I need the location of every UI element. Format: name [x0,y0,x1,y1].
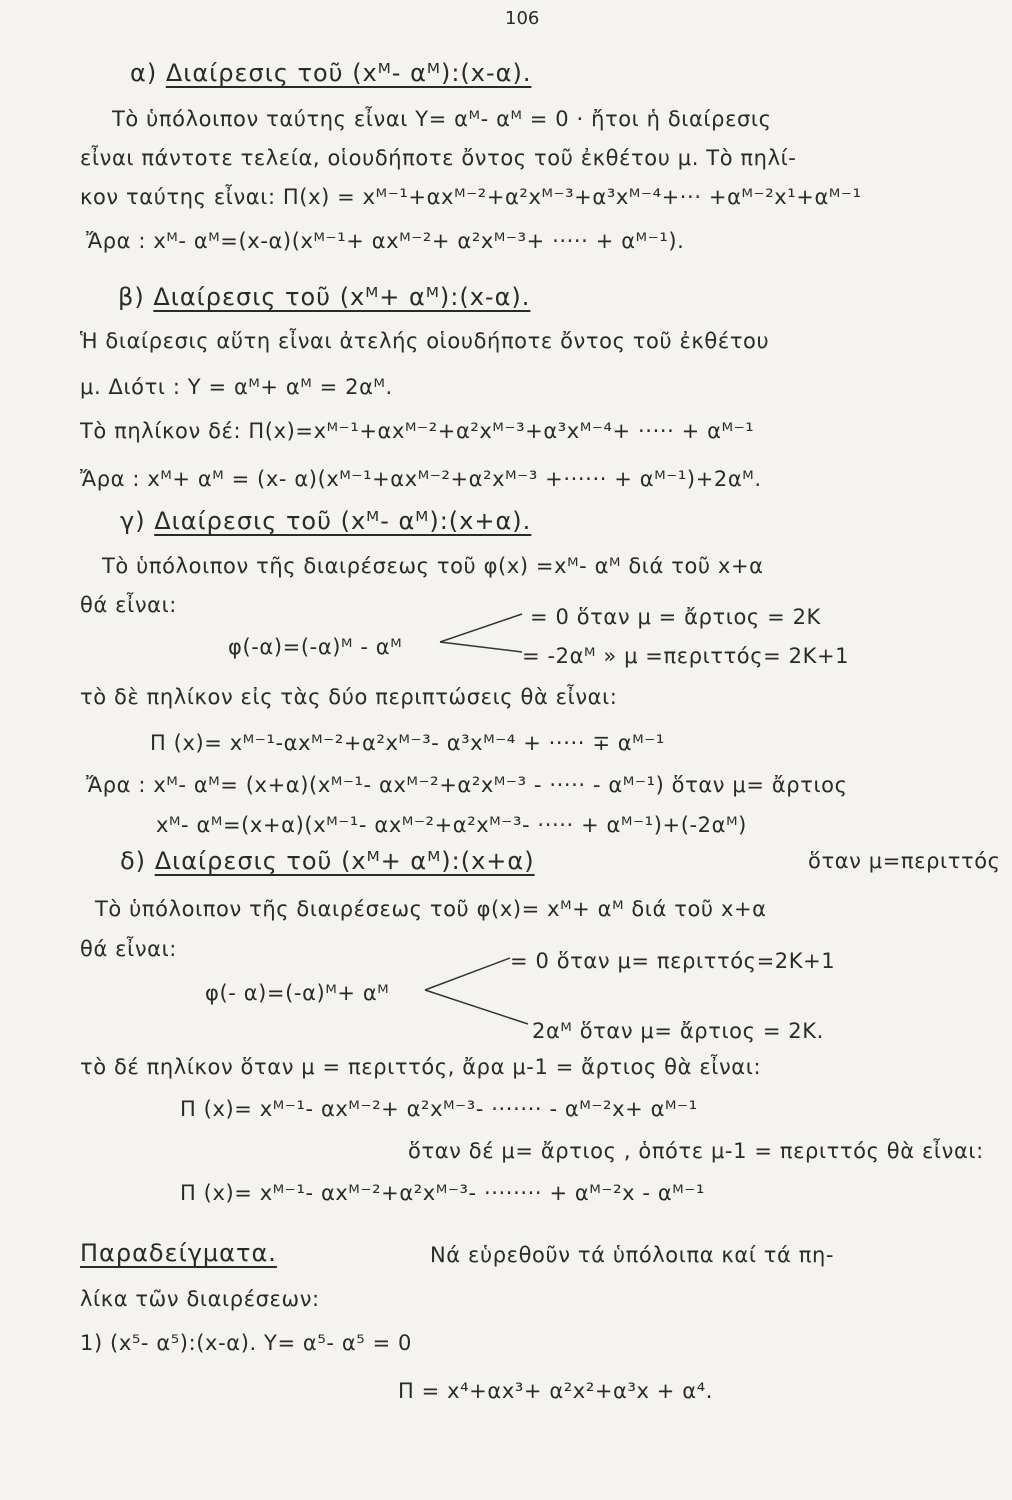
text-line [80,1054,761,1080]
underlined-heading: Διαίρεσις τοῦ (xᴹ+ αᴹ):(x-α). [153,283,531,311]
text-line [430,1242,834,1268]
text-line [80,936,177,962]
text-line [80,1330,412,1356]
line-text: κον ταύτης εἶναι: Π(x) = xᴹ⁻¹+αxᴹ⁻²+α²xᴹ⁻³+α³xᴹ⁻⁴+··· +αᴹ⁻²x¹+αᴹ⁻¹ [80,185,862,209]
underlined-heading: Διαίρεσις τοῦ (xᴹ- αᴹ):(x-α). [165,59,532,87]
line-text: α) [130,59,166,87]
line-text: ὅταν μ=περιττός [808,849,1001,873]
line-text: Π (x)= xᴹ⁻¹-αxᴹ⁻²+α²xᴹ⁻³- α³xᴹ⁻⁴ + ····· ∓ αᴹ⁻¹ [150,731,665,755]
section-heading [80,1240,277,1266]
line-text: φ(- α)=(-α)ᴹ+ αᴹ [205,981,390,1005]
line-text: θά εἶναι: [80,593,177,617]
text-line [80,466,762,492]
line-text: θά εἶναι: [80,937,177,961]
text-line [95,896,767,922]
line-text: λίκα τῶν διαιρέσεων: [80,1287,320,1311]
line-text: Τὸ πηλίκον δέ: Π(x)=xᴹ⁻¹+αxᴹ⁻²+α²xᴹ⁻³+α³xᴹ⁻⁴+ ····· + αᴹ⁻¹ [80,419,755,443]
underlined-heading: Παραδείγματα. [80,1239,277,1267]
line-text: γ) [120,507,155,535]
line-text: Ἄρα : xᴹ- αᴹ=(x-α)(xᴹ⁻¹+ αxᴹ⁻²+ α²xᴹ⁻³+ ····· + αᴹ⁻¹). [86,229,685,253]
line-text: Ἡ διαίρεσις αὕτη εἶναι ἀτελής οἱουδήποτε ὄντος τοῦ ἐκθέτου [80,329,770,353]
line-text: φ(-α)=(-α)ᴹ - αᴹ [228,635,403,659]
text-line [86,228,684,254]
text-line [408,1138,984,1164]
arrow-upper-gamma [440,614,522,642]
line-text: δ) [120,847,155,875]
line-text: τὸ δὲ πηλίκον εἰς τὰς δύο περιπτώσεις θὰ εἶναι: [80,685,618,709]
line-text: 1) (x⁵- α⁵):(x-α). Y= α⁵- α⁵ = 0 [80,1331,413,1355]
text-line [180,1180,705,1206]
line-text: = -2αᴹ » μ =περιττός= 2K+1 [522,644,850,668]
text-line [102,553,764,579]
line-text: Τὸ ὑπόλοιπον ταύτης εἶναι Y= αᴹ- αᴹ = 0 · ἤτοι ἡ διαίρεσις [112,107,772,131]
text-line [86,772,848,798]
line-text: τὸ δέ πηλίκον ὅταν μ = περιττός, ἄρα μ-1 = ἄρτιος θὰ εἶναι: [80,1055,762,1079]
line-text: εἶναι πάντοτε τελεία, οἱουδήποτε ὄντος τοῦ ἐκθέτου μ. Τὸ πηλί- [80,146,797,170]
arrow-lower-delta [425,990,528,1024]
line-text: = 0 ὅταν μ = ἄρτιος = 2K [530,605,821,629]
text-line [180,1096,698,1122]
page-number: 106 [505,8,540,29]
line-text: Τὸ ὑπόλοιπον τῆς διαιρέσεως τοῦ φ(x) =xᴹ- αᴹ διά τοῦ x+α [102,554,764,578]
line-text: Π (x)= xᴹ⁻¹- αxᴹ⁻²+α²xᴹ⁻³- ········ + αᴹ⁻²x - αᴹ⁻¹ [180,1181,706,1205]
underlined-heading: Διαίρεσις τοῦ (xᴹ- αᴹ):(x+α). [154,507,532,535]
line-text: 2αᴹ ὅταν μ= ἄρτιος = 2K. [532,1019,824,1043]
text-line [80,418,754,444]
arrow-upper-delta [425,958,510,990]
text-line [522,643,849,669]
line-text: β) [118,283,154,311]
arrow-lower-gamma [440,642,522,652]
text-line [150,730,665,756]
text-line [530,604,821,630]
text-line [532,1018,824,1044]
text-line [808,848,1001,874]
section-heading [120,848,535,874]
text-line [80,145,797,171]
line-text: μ. Διότι : Y = αᴹ+ αᴹ = 2αᴹ. [80,375,393,399]
line-text: = 0 ὅταν μ= περιττός=2K+1 [510,949,836,973]
line-text: Τὸ ὑπόλοιπον τῆς διαιρέσεως τοῦ φ(x)= xᴹ+ αᴹ διά τοῦ x+α [95,897,767,921]
text-line [80,184,862,210]
section-heading [120,508,531,534]
section-heading [130,60,531,86]
text-line [80,1286,320,1312]
underlined-heading: Διαίρεσις τοῦ (xᴹ+ αᴹ):(x+α) [154,847,535,875]
text-line [228,634,402,660]
section-heading [118,284,530,310]
line-text: ὅταν δέ μ= ἄρτιος , ὁπότε μ-1 = περιττός θὰ εἶναι: [408,1139,984,1163]
text-line [80,592,177,618]
text-line [398,1378,713,1404]
line-text: Ἄρα : xᴹ+ αᴹ = (x- α)(xᴹ⁻¹+αxᴹ⁻²+α²xᴹ⁻³ +······ + αᴹ⁻¹)+2αᴹ. [80,467,762,491]
line-text: Νά εὑρεθοῦν τά ὑπόλοιπα καί τά πη- [430,1243,835,1267]
text-line [80,684,617,710]
text-line [80,328,769,354]
line-text: Π = x⁴+αx³+ α²x²+α³x + α⁴. [398,1379,714,1403]
line-text: xᴹ- αᴹ=(x+α)(xᴹ⁻¹- αxᴹ⁻²+α²xᴹ⁻³- ····· + αᴹ⁻¹)+(-2αᴹ) [156,813,747,837]
text-line [156,812,747,838]
text-line [80,374,393,400]
text-line [510,948,835,974]
line-text: Π (x)= xᴹ⁻¹- αxᴹ⁻²+ α²xᴹ⁻³- ······· - αᴹ⁻²x+ αᴹ⁻¹ [180,1097,698,1121]
text-line [205,980,389,1006]
text-line [112,106,772,132]
line-text: Ἄρα : xᴹ- αᴹ= (x+α)(xᴹ⁻¹- αxᴹ⁻²+α²xᴹ⁻³ - ····· - αᴹ⁻¹) ὅταν μ= ἄρτιος [86,773,848,797]
